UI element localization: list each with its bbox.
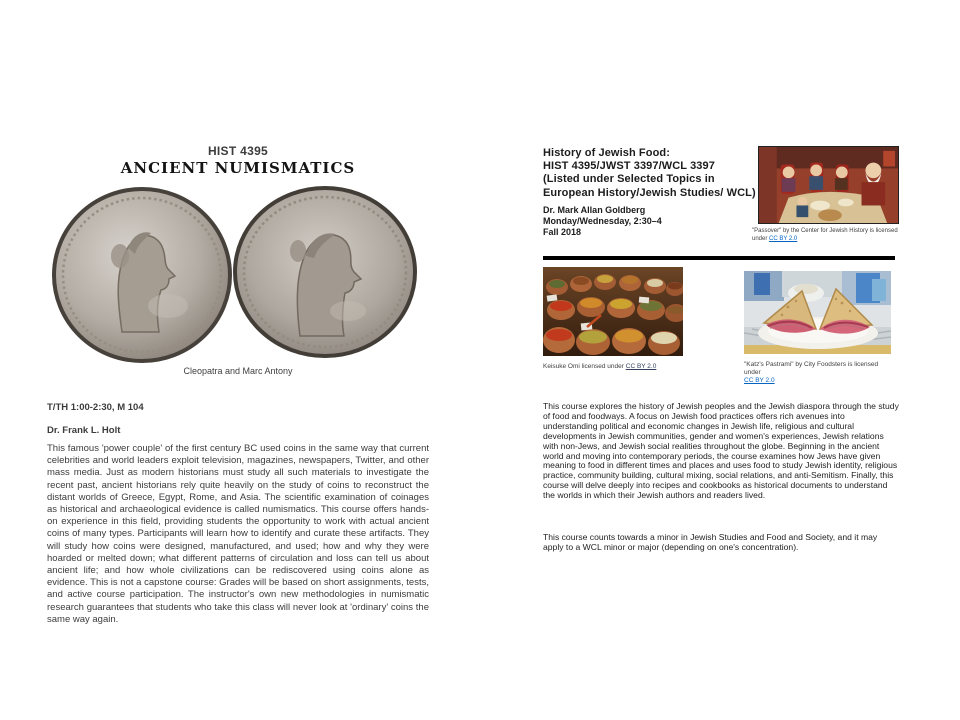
pastrami-sandwich-photo bbox=[744, 271, 891, 354]
right-course-title bbox=[543, 147, 758, 200]
sandwich-caption bbox=[744, 361, 894, 385]
right-term: Fall 2018 bbox=[543, 227, 582, 237]
section-divider bbox=[543, 256, 895, 260]
right-title-line-4: European History/Jewish Studies/ WCL) bbox=[543, 186, 756, 199]
left-course-title: ANCIENT NUMISMATICS bbox=[120, 159, 356, 177]
right-course-meta bbox=[543, 205, 758, 238]
left-schedule: T/TH 1:00-2:30, M 104 bbox=[47, 402, 144, 413]
spices-caption bbox=[543, 363, 733, 370]
left-course-code: HIST 4395 bbox=[207, 144, 269, 158]
coins-photo-cleopatra-marc-antony bbox=[48, 186, 418, 364]
right-instructor: Dr. Mark Allan Goldberg bbox=[543, 205, 646, 215]
passover-painting-image bbox=[758, 146, 899, 224]
left-course-description: This famous 'power couple' of the first century BC used coins in the same way that current celebrities and world leaders exploit television, magazines, newspapers, Twitter, and other mass media. Just as modern historians must study all such materials to investigate the recent past, ancient historians rely quite heavily on the study of coins to reconstruct the distant worlds of Greece, Egypt, Rome, and Asia. The scientific examination of coinages as historical and archaeological evidence is called numismatics. This course offers hands-on experience in this field, providing students the opportunity to work with actual ancient coins of many types. Participants will learn how to identify and curate these artifacts. They will study how coins were designed, manufactured, and used; how and why they were hoarded or melted down; what different patterns of circulation and loss can tell us about ancient life; and how whole civilizations can be rediscovered using coins alone as evidence. This is not a capstone course: Grades will be based on short assignments, tests, and active course participation. The instructor's own new methodologies in numismatic research guarantees that students who take this class will never look at 'ordinary' coins the same way again. bbox=[47, 443, 429, 625]
spice-market-photo bbox=[543, 267, 683, 356]
sandwich-caption-text: "Katz's Pastrami" by City Foodsters is licensed under bbox=[744, 361, 879, 376]
right-minor-note: This course counts towards a minor in Jewish Studies and Food and Society, and it may apply to a WCL minor or major (depending on one's concentration). bbox=[543, 532, 878, 552]
left-instructor: Dr. Frank L. Holt bbox=[47, 425, 121, 436]
right-schedule: Monday/Wednesday, 2:30–4 bbox=[543, 216, 662, 226]
coin-photo-caption: Cleopatra and Marc Antony bbox=[183, 366, 293, 376]
right-title-line-2: HIST 4395/JWST 3397/WCL 3397 bbox=[543, 160, 715, 173]
sandwich-cc-by-link[interactable]: CC BY 2.0 bbox=[744, 377, 775, 384]
right-course-description: This course explores the history of Jewish peoples and the Jewish diaspora through the study of food and foodways. A focus on Jewish food practices offers rich avenues into understanding political and economic changes in Jewish life, religious and cultural developments in Jewish communities, gender and women's experiences, Jewish relations with non-Jews, and Jewish social realities throughout the globe. Beginning in the ancient world and moving into contemporary periods, the course examines how Jews have given meaning to food in different times and places and uses food to study Jewish identity, religious practice, community building, cultural mixing, social relations, and anti-Semitism. Finally, this course will delve deeply into recipes and cookbooks as historical documents to understand the worlds in which their Jewish authors and readers lived. bbox=[543, 401, 899, 501]
spices-caption-text: Keisuke Omi licensed under bbox=[543, 363, 626, 370]
right-title-line-1: History of Jewish Food: bbox=[543, 147, 670, 159]
passover-cc-by-link[interactable]: CC BY 2.0 bbox=[769, 235, 798, 242]
spices-cc-by-link[interactable]: CC BY 2.0 bbox=[625, 363, 657, 370]
passover-caption-text: "Passover" by the Center for Jewish History is licensed under bbox=[752, 228, 898, 242]
right-title-line-3: (Listed under Selected Topics in bbox=[543, 173, 715, 186]
passover-caption bbox=[752, 228, 902, 243]
